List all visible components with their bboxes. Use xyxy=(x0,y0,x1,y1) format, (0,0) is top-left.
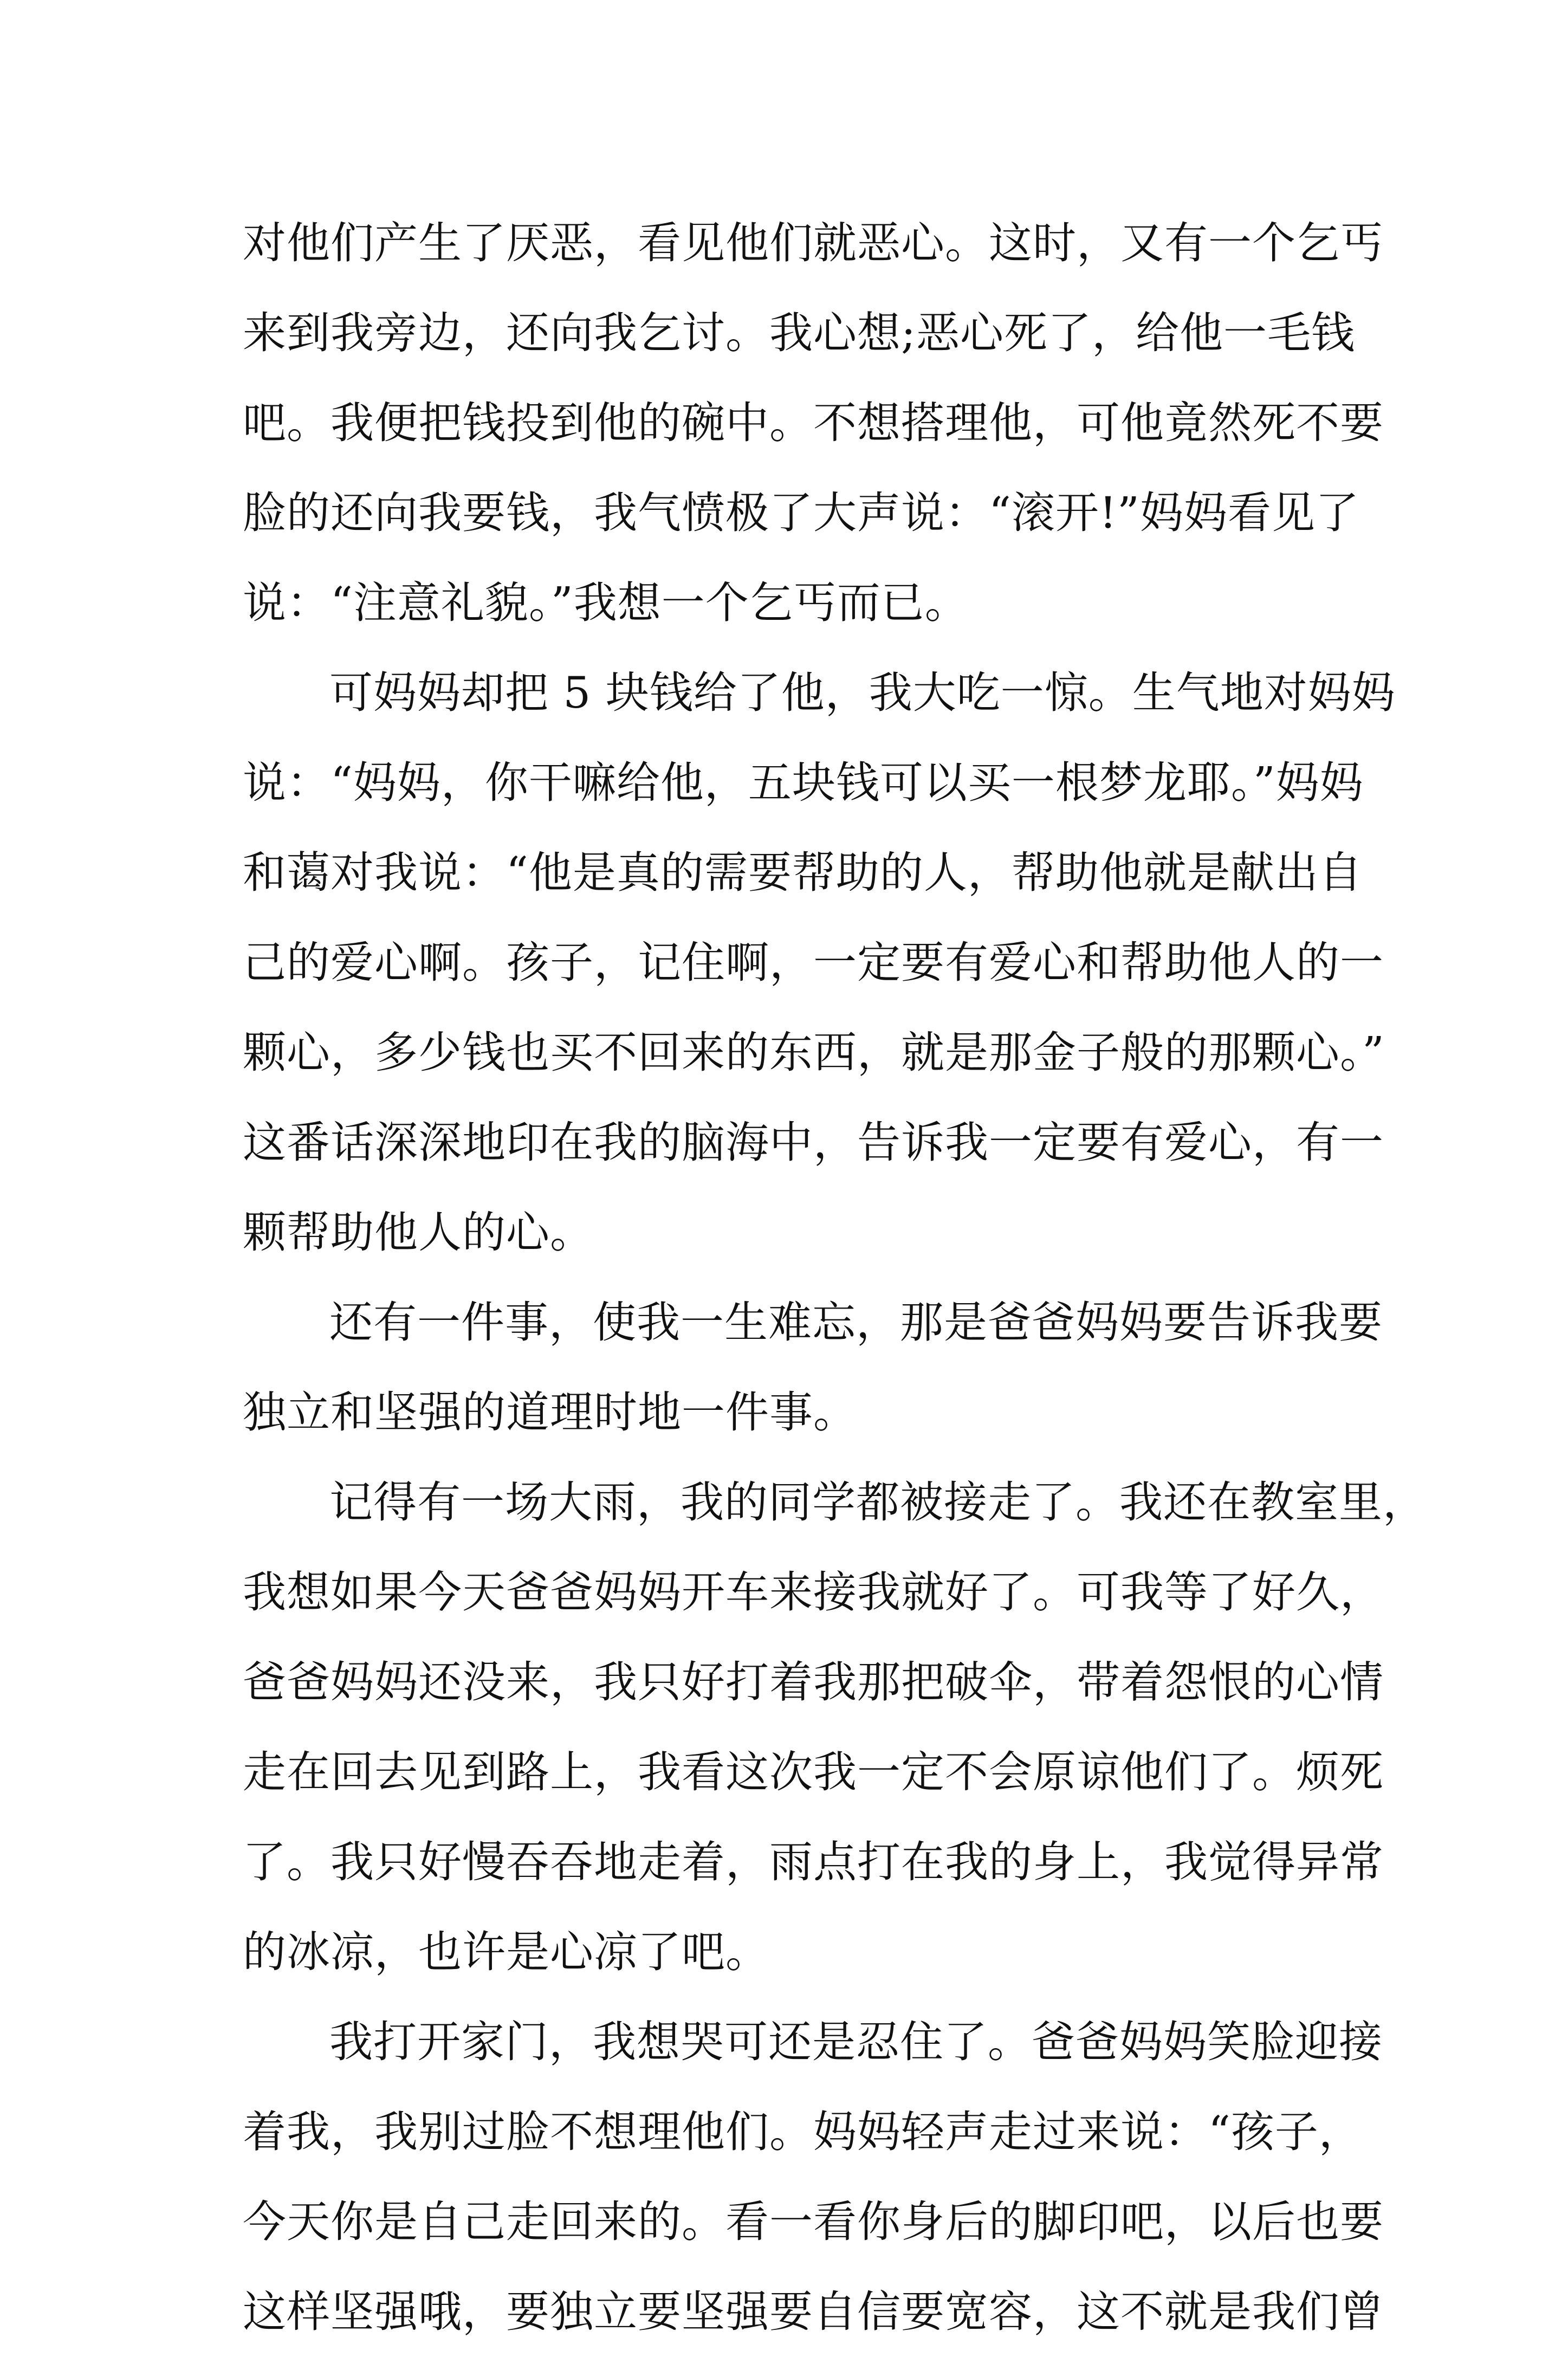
text-line: 来到我旁边，还向我乞讨。我心想;恶心死了，给他一毛钱 xyxy=(243,308,1355,358)
text-line: 吧。我便把钱投到他的碗中。不想搭理他，可他竟然死不要 xyxy=(243,398,1384,448)
text-line: 爸爸妈妈还没来，我只好打着我那把破伞，带着怨恨的心情 xyxy=(243,1657,1384,1707)
text-line: 和蔼对我说：“他是真的需要帮助的人，帮助他就是献出自 xyxy=(243,847,1363,898)
text-line: 对他们产生了厌恶，看见他们就恶心。这时，又有一个乞丐 xyxy=(243,218,1384,268)
text-line: 己的爱心啊。孩子，记住啊，一定要有爱心和帮助他人的一 xyxy=(243,937,1384,988)
text-line: 颗帮助他人的心。 xyxy=(243,1207,594,1258)
text-line: 独立和坚强的道理时地一件事。 xyxy=(243,1387,857,1437)
text-line: 的冰凉，也许是心凉了吧。 xyxy=(243,1927,769,1977)
paragraph-first-line: 可妈妈却把 5 块钱给了他，我大吃一惊。生气地对妈妈 xyxy=(329,668,1396,718)
text-line: 我想如果今天爸爸妈妈开车来接我就好了。可我等了好久， xyxy=(243,1567,1384,1617)
text-line: 这番话深深地印在我的脑海中，告诉我一定要有爱心，有一 xyxy=(243,1117,1384,1168)
text-line: 脸的还向我要钱，我气愤极了大声说：“滚开!”妈妈看见了 xyxy=(243,488,1359,538)
text-line: 着我，我别过脸不想理他们。妈妈轻声走过来说：“孩子， xyxy=(243,2107,1363,2157)
text-line: 说：“注意礼貌。”我想一个乞丐而已。 xyxy=(243,578,969,628)
text-line: 了。我只好慢吞吞地走着，雨点打在我的身上，我觉得异常 xyxy=(243,1837,1384,1887)
essay-body xyxy=(243,198,1427,2357)
text-line: 走在回去见到路上，我看这次我一定不会原谅他们了。烦死 xyxy=(243,1747,1384,1797)
text-line: 颗心，多少钱也买不回来的东西，就是那金子般的那颗心。” xyxy=(243,1027,1385,1078)
text-line: 今天你是自己走回来的。看一看你身后的脚印吧，以后也要 xyxy=(243,2197,1384,2247)
paragraph-first-line: 记得有一场大雨，我的同学都被接走了。我还在教室里， xyxy=(329,1477,1427,1527)
text-line: 说：“妈妈，你干嘛给他，五块钱可以买一根梦龙耶。”妈妈 xyxy=(243,757,1364,808)
text-line: 这样坚强哦，要独立要坚强要自信要宽容，这不就是我们曾 xyxy=(243,2287,1384,2337)
paragraph-first-line: 还有一件事，使我一生难忘，那是爸爸妈妈要告诉我要 xyxy=(329,1297,1383,1348)
paragraph-first-line: 我打开家门，我想哭可还是忍住了。爸爸妈妈笑脸迎接 xyxy=(329,2017,1383,2067)
